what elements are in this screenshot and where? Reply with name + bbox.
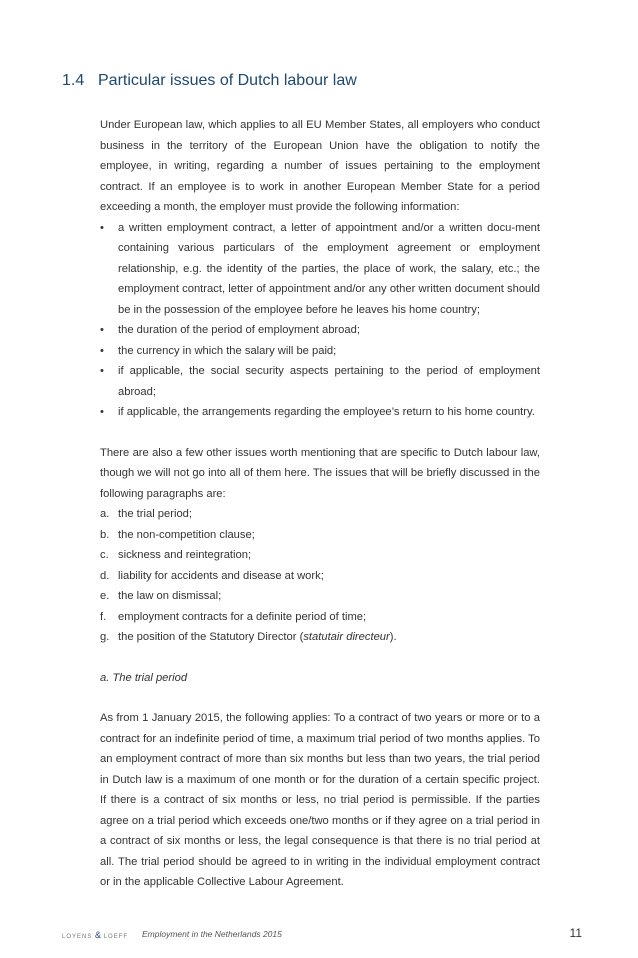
- list-item-text: if applicable, the arrangements regarding the employee’s return to his home country.: [118, 406, 535, 418]
- list-item-text: a written employment contract, a letter of appointment and/or a written docu-ment containing various particulars of the employment agreement or employment relationship, e.g. the identity of the parties, the place of work, the salary, etc.; the employment contract, letter of appointment and/or any other written document should be in the possession of the employee before he leaves his home country;: [118, 221, 540, 316]
- list-item-text: the trial period;: [118, 508, 193, 520]
- page-number: 11: [569, 926, 582, 940]
- list-item-text: the currency in which the salary will be paid;: [118, 344, 337, 357]
- logo-ampersand: &: [95, 930, 102, 940]
- list-item-text: the law on dismissal;: [118, 590, 222, 602]
- list-item: [100, 504, 540, 525]
- information-list: [100, 218, 540, 423]
- list-item: [100, 402, 540, 423]
- list-item-letter: a.: [100, 508, 110, 520]
- list-item-text: if applicable, the social security aspects pertaining to the period of employment abroad;: [118, 365, 540, 398]
- list-item-text: the non-competition clause;: [118, 528, 255, 541]
- publisher-logo: [62, 930, 128, 940]
- page-footer: [62, 928, 582, 942]
- list-item-text: liability for accidents and disease at work;: [118, 569, 324, 582]
- list-item: [100, 566, 540, 587]
- bullet-icon: •: [100, 406, 104, 418]
- bullet-icon: •: [100, 324, 104, 336]
- list-item: [100, 341, 540, 362]
- list-item-text: sickness and reintegration;: [118, 549, 252, 561]
- list-item: [100, 361, 540, 402]
- list-item: [100, 607, 540, 628]
- list-item: [100, 320, 540, 341]
- bullet-icon: •: [100, 221, 104, 234]
- logo-text-right: LOEFF: [103, 934, 129, 940]
- list-item-text: the position of the Statutory Director (: [118, 631, 304, 643]
- list-item: [100, 218, 540, 321]
- list-item-text: the duration of the period of employment abroad;: [118, 324, 360, 336]
- list-item-letter: c.: [100, 549, 109, 561]
- list-item: [100, 586, 540, 607]
- list-item-letter: g.: [100, 631, 110, 643]
- list-item: [100, 525, 540, 546]
- list-item: [100, 545, 540, 566]
- list-item-italic-term: statutair directeur: [303, 631, 390, 643]
- list-item-letter: f.: [100, 610, 107, 623]
- logo-text-left: LOYENS: [62, 934, 93, 940]
- page-body: [100, 115, 540, 893]
- intro-paragraph: Under European law, which applies to all EU Member States, all employers who conduct business in the territory of the European Union have the obligation to notify the employee, in writing, regarding a number of issues pertaining to the employment contract. If an employee is to work in another European Member State for a period exceeding a month, the employer must provide the following information:: [100, 119, 540, 213]
- subheading: a. The trial period: [100, 671, 188, 684]
- publication-title: Employment in the Netherlands 2015: [142, 929, 282, 939]
- trial-period-paragraph: As from 1 January 2015, the following applies: To a contract of two years or more or to a contract for an indefinite period of time, a maximum trial period of two months applies. To an employment contract of more than six months but less than two years, the trial period in Dutch law is a maximum of one month or for the duration of a certain specific project. If there is a contract of six months or less, no trial period is permissible. If the parties agree on a trial period which exceeds one/two months or if they agree on a trial period in a contract of six months or less, the legal consequence is that there is no trial period at all. The trial period should be agreed to in writing in the individual employment contract or in the applicable Collective Labour Agreement.: [100, 712, 540, 888]
- list-item: [100, 627, 540, 648]
- bullet-icon: •: [100, 344, 104, 357]
- issues-list: [100, 504, 540, 648]
- list-item-letter: b.: [100, 528, 110, 541]
- bullet-icon: •: [100, 365, 104, 377]
- issues-intro-paragraph: There are also a few other issues worth mentioning that are specific to Dutch labour law, though we will not go into all of them here. The issues that will be briefly discussed in the following paragraphs are:: [100, 446, 540, 500]
- section-title: Particular issues of Dutch labour law: [98, 72, 357, 89]
- section-heading: [62, 72, 357, 90]
- list-item-letter: e.: [100, 590, 110, 602]
- list-item-text-end: ).: [389, 631, 397, 643]
- section-number: 1.4: [62, 72, 85, 89]
- list-item-text: employment contracts for a definite period of time;: [118, 610, 367, 623]
- list-item-letter: d.: [100, 569, 110, 582]
